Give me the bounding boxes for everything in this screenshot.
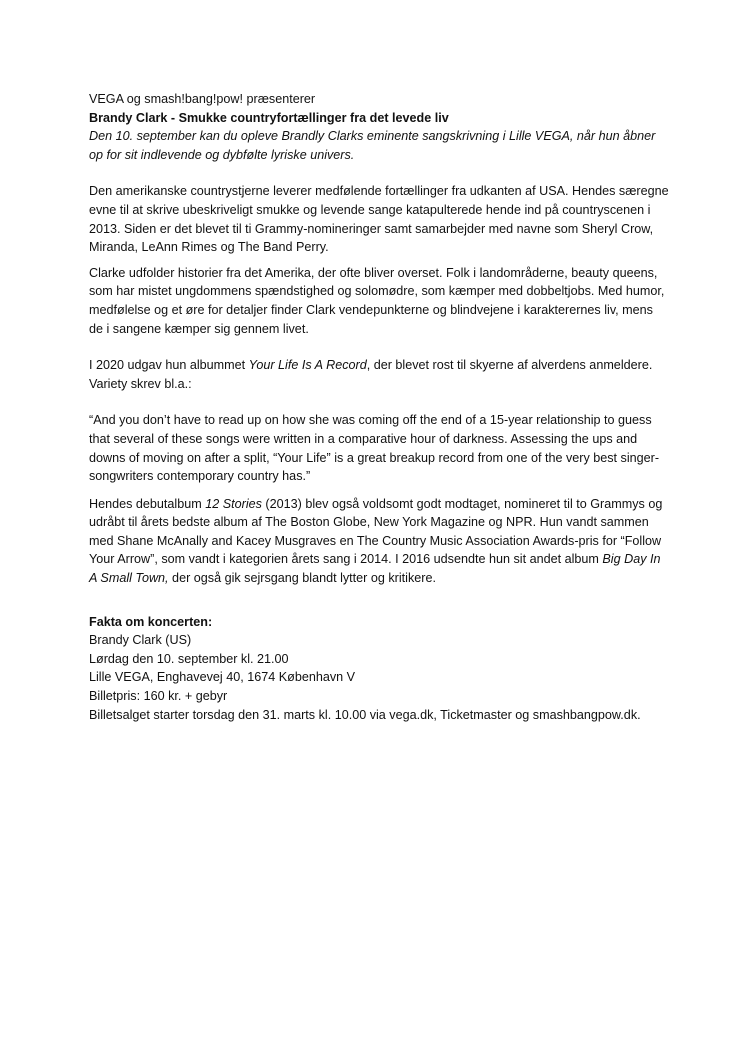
- paragraph-debut: [89, 495, 669, 588]
- para4-text-1: Hendes debutalbum: [89, 496, 206, 511]
- facts-ticket-sale: Billetsalget starter torsdag den 31. marts kl. 10.00 via vega.dk, Ticketmaster og smashbangpow.dk.: [89, 707, 641, 722]
- paragraph-album-2020: [89, 356, 669, 393]
- variety-quote: “And you don’t have to read up on how she was coming off the end of a 15-year relationship to guess that several of these songs were written in a comparative hour of darkness. Assessing the ups and downs of moving on after a split, “Your Life” is a great breakup record from one of the very best singer-songwriters contemporary country has.”: [89, 413, 660, 484]
- lead-paragraph: Den 10. september kan du opleve Brandly Clarks eminente sangskrivning i Lille VEGA, når hun åbner op for sit indlevende og dybfølte lyriske univers.: [89, 129, 656, 162]
- facts-date: Lørdag den 10. september kl. 21.00: [89, 651, 289, 666]
- headline: Brandy Clark - Smukke countryfortællinger fra det levede liv: [89, 110, 449, 125]
- para3-text-before: I 2020 udgav hun albummet: [89, 358, 249, 373]
- facts-heading: Fakta om koncerten:: [89, 614, 213, 629]
- paragraph-stories: Clarke udfolder historier fra det Amerika, der ofte bliver overset. Folk i landområderne, beauty queens, som har mistet ungdommens spændstighed og solomødre, som kæmper med dobbeltjobs. Med humor, medfølelse og et øre for detaljer finder Clark vendepunkterne og blindvejene i karakterernes liv, mens de i sangene kæmper sig gennem livet.: [89, 265, 665, 336]
- facts-venue: Lille VEGA, Enghavevej 40, 1674 København V: [89, 670, 356, 685]
- para4-text-2: (2013) blev også voldsomt godt modtaget, nomineret til to Grammys og udråbt til årets bedste album af The Boston Globe, New York Magazine og NPR. Hun vandt sammen med Shane McAnally and Kacey Musgraves en The Country Music Association Awards-pris for “Follow Your Arrow”, som vandt i kategorien årets sang i 2014. I 2016 udsendte hun sit andet album: [89, 496, 663, 567]
- press-release: [89, 90, 669, 724]
- para4-text-3: der også gik sejrsgang blandt lytter og kritikere.: [168, 571, 436, 586]
- para3-text-after: , der blevet rost til skyerne af alverdens anmeldere. Variety skrev bl.a.:: [89, 358, 653, 391]
- album-title-big-day: Big Day In A Small Town,: [89, 552, 661, 586]
- paragraph-intro: Den amerikanske countrystjerne leverer medfølende fortællinger fra udkanten af USA. Hendes særegne evne til at skrive ubeskriveligt smukke og levende sange katapulterede hende ind på countryscenen i 2013. Siden er det blevet til ti Grammy-nomineringer samt samarbejder med navne som Sheryl Crow, Miranda, LeAnn Rimes og The Band Perry.: [89, 184, 669, 255]
- album-title-your-life: Your Life Is A Record: [248, 358, 367, 373]
- album-title-12-stories: 12 Stories: [205, 496, 262, 511]
- presenter-line: VEGA og smash!bang!pow! præsenterer: [89, 92, 316, 106]
- facts-price: Billetpris: 160 kr. + gebyr: [89, 689, 228, 704]
- facts-artist: Brandy Clark (US): [89, 633, 192, 648]
